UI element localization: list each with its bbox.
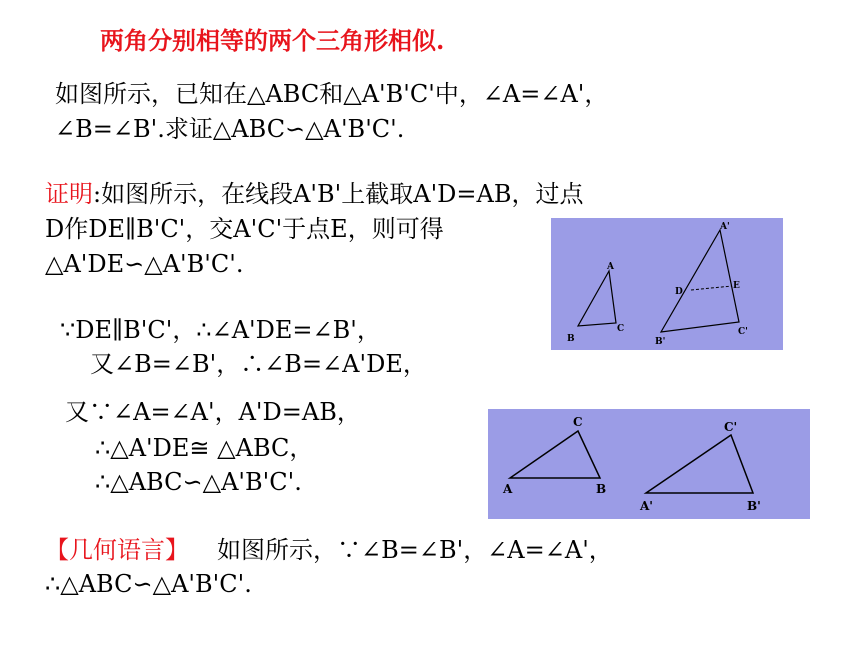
label-c-prime: C' [738,327,748,337]
proof-label: 证明 [45,180,93,208]
label-a: A [607,262,614,272]
problem-line-1: 如图所示，已知在△ABC和△A'B'C'中，∠A=∠A'， [55,80,609,108]
geometry-line-2: ∴△ABC∽△A'B'C'. [45,570,252,598]
proof-line-1 [45,180,584,208]
figure-2 [488,409,810,519]
geometry-line-1 [45,536,613,564]
geometry-label: 【几何语言】 [45,536,189,564]
label-b-2: B [596,482,607,496]
label-e: E [733,281,740,291]
figure-1-svg [551,218,783,350]
figure-1 [551,218,783,350]
geometry-text-1: 如图所示，∵∠B=∠B'，∠A=∠A'， [217,536,613,564]
proof-step-5: ∴△ABC∽△A'B'C'. [95,468,302,496]
label-c: C [617,324,625,334]
proof-step-1: ∵DE∥B'C'，∴∠A'DE=∠B'， [60,316,381,344]
label-b: B [567,334,575,344]
triangle-abc [578,271,616,326]
proof-text-1: :如图所示，在线段A'B'上截取A'D=AB，过点 [93,180,584,208]
figure-2-svg [488,409,810,519]
proof-line-3: △A'DE∽△A'B'C'. [45,250,244,278]
triangle-a2b2c2 [661,230,739,332]
label-a-2: A [503,482,513,496]
triangle-a2b2c2-2 [646,435,753,493]
label-b-prime-2: B' [747,499,761,513]
proof-step-3: 又∵∠A=∠A'，A'D=AB， [65,398,361,426]
label-a-prime: A' [720,222,730,232]
label-c-2: C [573,415,583,429]
label-a-prime-2: A' [640,499,653,513]
page-title: 两角分别相等的两个三角形相似. [100,26,445,55]
proof-line-2: D作DE∥B'C'，交A'C'于点E，则可得 [45,215,444,243]
label-b-prime: B' [655,337,666,347]
proof-step-4: ∴△A'DE≅ △ABC， [95,434,314,462]
label-d: D [675,287,683,297]
label-c-prime-2: C' [724,420,738,434]
proof-step-2: 又∠B=∠B'，∴∠B=∠A'DE， [90,350,427,378]
segment-de [691,286,732,290]
triangle-abc-2 [510,431,600,478]
problem-line-2: ∠B=∠B'.求证△ABC∽△A'B'C'. [55,115,405,143]
